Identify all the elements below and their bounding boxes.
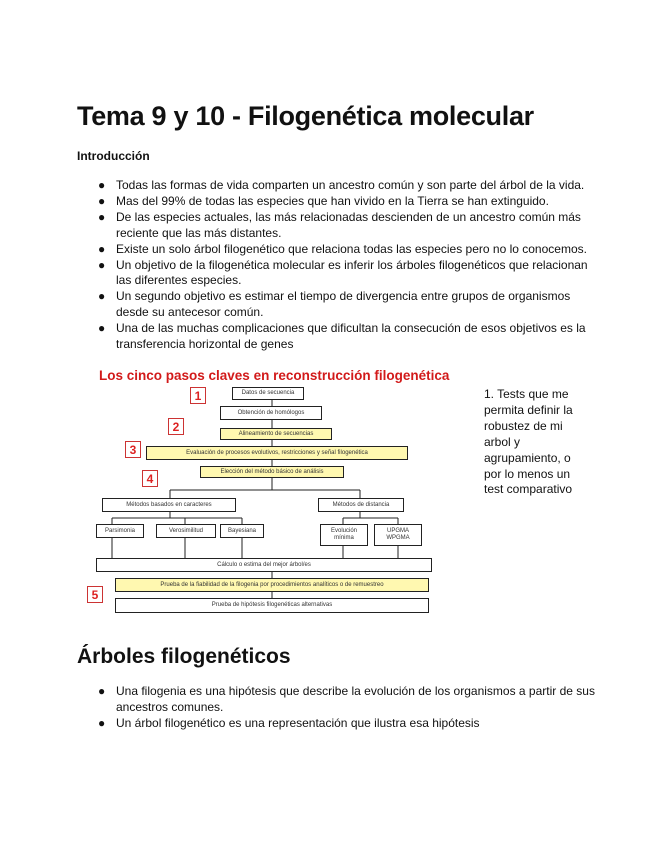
list-item: [77, 289, 597, 321]
list-item-text: Un árbol filogenético es una representación que ilustra esa hipótesis: [116, 715, 480, 730]
box-eleccion: Elección del método básico de análisis: [200, 466, 344, 478]
box-distancias: Métodos de distancia: [318, 498, 404, 512]
box-caracteres: Métodos basados en caracteres: [102, 498, 236, 512]
bullet-icon: ●: [98, 321, 106, 336]
list-item: [77, 684, 597, 716]
bullet-icon: ●: [98, 241, 106, 256]
box-prueba: Prueba de la fiabilidad de la filogenia por procedimientos analíticos o de remuestreo: [115, 578, 429, 592]
bullet-icon: ●: [98, 178, 106, 192]
list-item-text: Mas del 99% de todas las especies que han vivido en la Tierra se han extinguido.: [116, 193, 549, 208]
step-number-5: 5: [87, 586, 103, 603]
list-item-text: Una de las muchas complicaciones que dificultan la consecución de esos objetivos es la transferencia horizontal de genes: [116, 321, 586, 352]
bullet-icon: ●: [98, 257, 106, 272]
box-parsimonia: Parsimonia: [96, 524, 144, 538]
box-alineamiento: Alineamiento de secuencias: [220, 428, 332, 440]
list-item: [77, 716, 597, 732]
section2-bullet-list: [77, 684, 597, 732]
figure-title: Los cinco pasos claves en reconstrucción filogenética: [99, 368, 450, 383]
list-item-text: Un segundo objetivo es estimar el tiempo de divergencia entre grupos de organismos desde su antecesor común.: [116, 289, 571, 320]
bullet-icon: ●: [98, 684, 106, 698]
list-item-text: Un objetivo de la filogenética molecular es inferir los árboles filogenéticos que relacionan las diferentes especies.: [116, 257, 588, 288]
list-item: [77, 258, 597, 290]
box-calculo: Cálculo o estima del mejor árbol/es: [96, 558, 432, 572]
list-item: [77, 210, 597, 242]
step-number-3: 3: [125, 441, 141, 458]
step-number-4: 4: [142, 470, 158, 487]
intro-bullet-list: [77, 178, 597, 353]
box-evolucion-minima: Evolución mínima: [320, 524, 368, 546]
box-obtencion: Obtención de homólogos: [220, 406, 322, 420]
side-note: 1. Tests que me permita definir la robustez de mi arbol y agrupamiento, o por lo menos un test comparativo: [484, 387, 573, 497]
step-number-1: 1: [190, 387, 206, 404]
bullet-icon: ●: [98, 209, 106, 224]
box-evaluacion: Evaluación de procesos evolutivos, restricciones y señal filogenética: [146, 446, 408, 460]
box-bayesiana: Bayesiana: [220, 524, 264, 538]
list-item: [77, 242, 597, 258]
box-upgma: UPGMA WPGMA: [374, 524, 422, 546]
section-heading-arboles: Árboles filogenéticos: [77, 645, 291, 668]
box-datos: Datos de secuencia: [232, 387, 304, 400]
list-item-text: Existe un solo árbol filogenético que relaciona todas las especies pero no lo conocemos.: [116, 241, 587, 256]
page-title: Tema 9 y 10 - Filogenética molecular: [77, 101, 534, 131]
list-item: [77, 178, 597, 194]
box-hipotesis: Prueba de hipótesis filogenéticas alternativas: [115, 598, 429, 613]
list-item-text: Todas las formas de vida comparten un ancestro común y son parte del árbol de la vida.: [116, 178, 585, 192]
bullet-icon: ●: [98, 715, 106, 730]
list-item: [77, 321, 597, 353]
list-item: [77, 194, 597, 210]
list-item-text: Una filogenia es una hipótesis que describe la evolución de los organismos a partir de sus ancestros comunes.: [116, 684, 595, 714]
phylogenetic-steps-figure: [90, 360, 475, 622]
intro-heading: Introducción: [77, 149, 150, 163]
step-number-2: 2: [168, 418, 184, 435]
box-verosimilitud: Verosimilitud: [156, 524, 216, 538]
list-item-text: De las especies actuales, las más relacionadas descienden de un ancestro común más reciente que las más distantes.: [116, 209, 581, 240]
bullet-icon: ●: [98, 289, 106, 304]
bullet-icon: ●: [98, 193, 106, 208]
